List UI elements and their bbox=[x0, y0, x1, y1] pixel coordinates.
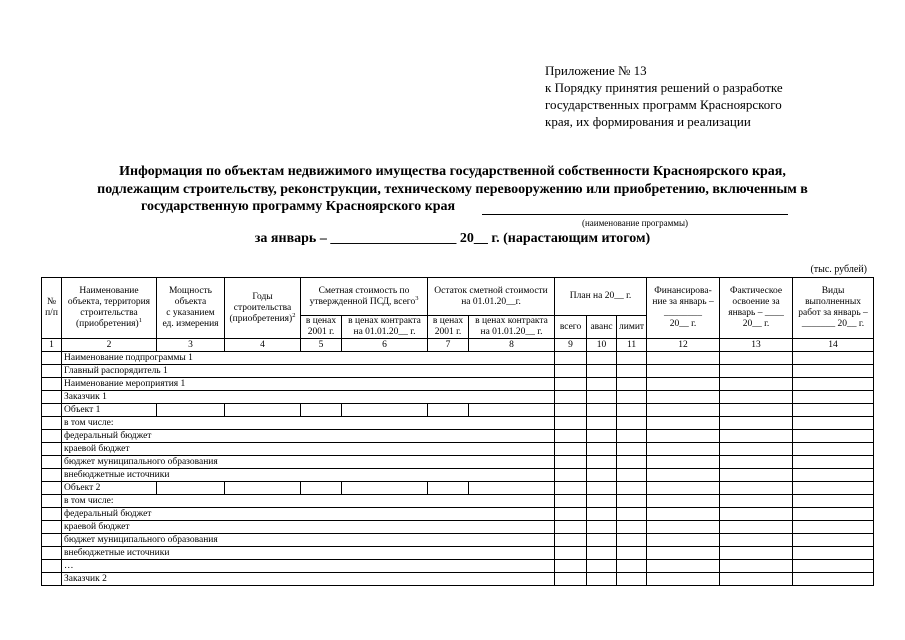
row-label-cell: краевой бюджет bbox=[62, 521, 555, 534]
table-cell bbox=[720, 391, 793, 404]
table-cell bbox=[555, 456, 587, 469]
header-plan-total: всего bbox=[555, 316, 587, 339]
header-num: № п/п bbox=[42, 278, 62, 339]
table-cell bbox=[793, 508, 874, 521]
table-cell bbox=[793, 430, 874, 443]
table-cell bbox=[793, 378, 874, 391]
column-number: 5 bbox=[301, 339, 342, 352]
table-cell bbox=[647, 560, 720, 573]
row-number-cell bbox=[42, 456, 62, 469]
table-cell bbox=[720, 417, 793, 430]
table-row bbox=[42, 521, 874, 534]
table-row bbox=[42, 352, 874, 365]
table-cell bbox=[647, 495, 720, 508]
row-label-cell: Главный распорядитель 1 bbox=[62, 365, 555, 378]
table-cell bbox=[647, 404, 720, 417]
table-cell bbox=[647, 573, 720, 586]
table-cell bbox=[617, 560, 647, 573]
table-cell bbox=[157, 404, 225, 417]
table-cell bbox=[587, 521, 617, 534]
table-row bbox=[42, 391, 874, 404]
table-cell bbox=[793, 547, 874, 560]
table-cell bbox=[587, 469, 617, 482]
column-number: 7 bbox=[428, 339, 469, 352]
table-cell bbox=[617, 469, 647, 482]
table-cell bbox=[647, 547, 720, 560]
table-cell bbox=[555, 521, 587, 534]
table-row bbox=[42, 443, 874, 456]
table-row bbox=[42, 417, 874, 430]
row-label-cell: Наименование подпрограммы 1 bbox=[62, 352, 555, 365]
row-number-cell bbox=[42, 495, 62, 508]
row-label-cell: бюджет муниципального образования bbox=[62, 456, 555, 469]
row-number-cell bbox=[42, 534, 62, 547]
row-label-cell: Объект 2 bbox=[62, 482, 157, 495]
table-cell bbox=[720, 469, 793, 482]
table-cell bbox=[793, 534, 874, 547]
row-label-cell: федеральный бюджет bbox=[62, 508, 555, 521]
table-cell bbox=[617, 521, 647, 534]
title-line-3: государственную программу Красноярского края bbox=[141, 199, 456, 214]
table-cell bbox=[555, 547, 587, 560]
column-numbers-row bbox=[42, 339, 874, 352]
header-estimated-cost: Сметная стоимость по утвержденной ПСД, всего$^3$ bbox=[301, 278, 428, 316]
appendix-line: Приложение № 13 bbox=[545, 63, 647, 78]
table-cell bbox=[555, 508, 587, 521]
table-cell bbox=[647, 352, 720, 365]
program-name-caption: (наименование программы) bbox=[581, 218, 689, 228]
table-cell bbox=[225, 482, 301, 495]
row-number-cell bbox=[42, 573, 62, 586]
row-number-cell bbox=[42, 430, 62, 443]
table-cell bbox=[587, 547, 617, 560]
table-cell bbox=[720, 352, 793, 365]
table-cell bbox=[428, 482, 469, 495]
table-cell bbox=[301, 482, 342, 495]
table-cell bbox=[647, 482, 720, 495]
row-number-cell bbox=[42, 469, 62, 482]
table-cell bbox=[647, 430, 720, 443]
table-cell bbox=[617, 508, 647, 521]
header-plan-advance: аванс bbox=[587, 316, 617, 339]
table-cell bbox=[793, 404, 874, 417]
table-cell bbox=[587, 404, 617, 417]
row-label-cell: внебюджетные источники bbox=[62, 547, 555, 560]
table-cell bbox=[720, 534, 793, 547]
header-financing: Финансирова- ние за январь – ________ 20__ г. bbox=[647, 278, 720, 339]
table-cell bbox=[617, 417, 647, 430]
column-number: 11 bbox=[617, 339, 647, 352]
table-cell bbox=[720, 456, 793, 469]
table-cell bbox=[793, 521, 874, 534]
column-number: 4 bbox=[225, 339, 301, 352]
table-body bbox=[42, 352, 874, 586]
header-cost-2001: в ценах 2001 г. bbox=[301, 316, 342, 339]
table-cell bbox=[793, 417, 874, 430]
column-number: 6 bbox=[342, 339, 428, 352]
table-cell bbox=[555, 417, 587, 430]
table-cell bbox=[793, 365, 874, 378]
row-number-cell bbox=[42, 404, 62, 417]
table-cell bbox=[555, 443, 587, 456]
table-row bbox=[42, 469, 874, 482]
objects-table-wrap bbox=[41, 277, 874, 586]
row-label-cell: Объект 1 bbox=[62, 404, 157, 417]
table-cell bbox=[720, 495, 793, 508]
header-plan: План на 20__ г. bbox=[555, 278, 647, 316]
table-row bbox=[42, 508, 874, 521]
row-label-cell: Наименование мероприятия 1 bbox=[62, 378, 555, 391]
row-label-cell: в том числе: bbox=[62, 495, 555, 508]
table-cell bbox=[720, 378, 793, 391]
table-cell bbox=[555, 430, 587, 443]
header-years: Годы строительства (приобретения)$^2$ bbox=[225, 278, 301, 339]
row-number-cell bbox=[42, 560, 62, 573]
table-cell bbox=[555, 560, 587, 573]
table-row bbox=[42, 456, 874, 469]
table-row bbox=[42, 573, 874, 586]
table-cell bbox=[720, 404, 793, 417]
table-cell bbox=[720, 547, 793, 560]
appendix-block bbox=[545, 62, 875, 130]
column-number: 13 bbox=[720, 339, 793, 352]
table-cell bbox=[555, 573, 587, 586]
table-cell bbox=[647, 365, 720, 378]
table-cell bbox=[587, 508, 617, 521]
table-cell bbox=[555, 495, 587, 508]
table-cell bbox=[793, 560, 874, 573]
table-cell bbox=[720, 573, 793, 586]
table-cell bbox=[793, 456, 874, 469]
row-label-cell: Заказчик 2 bbox=[62, 573, 555, 586]
table-cell bbox=[617, 456, 647, 469]
column-number: 3 bbox=[157, 339, 225, 352]
table-cell bbox=[587, 573, 617, 586]
header-remaining-cost: Остаток сметной стоимости на 01.01.20__г. bbox=[428, 278, 555, 316]
table-cell bbox=[647, 521, 720, 534]
table-cell bbox=[587, 430, 617, 443]
table-cell bbox=[555, 391, 587, 404]
table-cell bbox=[617, 352, 647, 365]
table-cell bbox=[720, 365, 793, 378]
table-cell bbox=[587, 482, 617, 495]
table-cell bbox=[617, 430, 647, 443]
row-label-cell: внебюджетные источники bbox=[62, 469, 555, 482]
table-cell bbox=[720, 443, 793, 456]
table-cell bbox=[555, 404, 587, 417]
table-cell bbox=[587, 391, 617, 404]
table-cell bbox=[647, 417, 720, 430]
table-cell bbox=[587, 352, 617, 365]
objects-table bbox=[41, 277, 874, 586]
table-row bbox=[42, 430, 874, 443]
units-label: (тыс. рублей) bbox=[810, 264, 867, 275]
table-cell bbox=[720, 482, 793, 495]
appendix-line: к Порядку принятия решений о разработке bbox=[545, 80, 783, 95]
table-cell bbox=[555, 352, 587, 365]
table-cell bbox=[793, 495, 874, 508]
header-rest-2001: в ценах 2001 г. bbox=[428, 316, 469, 339]
table-cell bbox=[555, 469, 587, 482]
table-cell bbox=[469, 482, 555, 495]
table-cell bbox=[617, 547, 647, 560]
table-row bbox=[42, 378, 874, 391]
column-number: 8 bbox=[469, 339, 555, 352]
table-cell bbox=[720, 430, 793, 443]
row-label-cell: бюджет муниципального образования bbox=[62, 534, 555, 547]
row-label-cell: … bbox=[62, 560, 555, 573]
program-name-blank bbox=[482, 214, 788, 215]
column-number: 2 bbox=[62, 339, 157, 352]
row-number-cell bbox=[42, 508, 62, 521]
row-number-cell bbox=[42, 482, 62, 495]
header-capacity: Мощность объекта с указанием ед. измерения bbox=[157, 278, 225, 339]
column-number: 12 bbox=[647, 339, 720, 352]
header-cost-contract: в ценах контракта на 01.01.20__ г. bbox=[342, 316, 428, 339]
table-cell bbox=[793, 391, 874, 404]
table-row bbox=[42, 547, 874, 560]
table-cell bbox=[793, 352, 874, 365]
table-cell bbox=[555, 534, 587, 547]
table-cell bbox=[647, 443, 720, 456]
table-cell bbox=[555, 365, 587, 378]
table-cell bbox=[720, 508, 793, 521]
table-cell bbox=[793, 443, 874, 456]
table-cell bbox=[617, 573, 647, 586]
table-cell bbox=[617, 534, 647, 547]
table-cell bbox=[617, 404, 647, 417]
table-cell bbox=[587, 417, 617, 430]
table-cell bbox=[587, 560, 617, 573]
table-cell bbox=[793, 482, 874, 495]
table-cell bbox=[555, 482, 587, 495]
table-cell bbox=[301, 404, 342, 417]
table-cell bbox=[647, 508, 720, 521]
table-cell bbox=[157, 482, 225, 495]
table-cell bbox=[587, 365, 617, 378]
table-cell bbox=[469, 404, 555, 417]
row-number-cell bbox=[42, 391, 62, 404]
row-label-cell: Заказчик 1 bbox=[62, 391, 555, 404]
table-cell bbox=[555, 378, 587, 391]
table-row bbox=[42, 495, 874, 508]
column-number: 1 bbox=[42, 339, 62, 352]
title-line-1: Информация по объектам недвижимого имущества государственной собственности Красноярского края, bbox=[119, 164, 786, 179]
table-cell bbox=[617, 443, 647, 456]
table-cell bbox=[587, 443, 617, 456]
header-actual-development: Фактическое освоение за январь – ____ 20__ г. bbox=[720, 278, 793, 339]
row-number-cell bbox=[42, 521, 62, 534]
table-cell bbox=[647, 456, 720, 469]
row-number-cell bbox=[42, 547, 62, 560]
table-cell bbox=[342, 404, 428, 417]
table-cell bbox=[587, 456, 617, 469]
document-title bbox=[40, 163, 865, 199]
header-rest-contract: в ценах контракта на 01.01.20__ г. bbox=[469, 316, 555, 339]
row-number-cell bbox=[42, 352, 62, 365]
column-number: 10 bbox=[587, 339, 617, 352]
row-number-cell bbox=[42, 378, 62, 391]
table-row bbox=[42, 365, 874, 378]
table-cell bbox=[793, 469, 874, 482]
table-cell bbox=[617, 391, 647, 404]
appendix-line: края, их формирования и реализации bbox=[545, 114, 751, 129]
table-cell bbox=[647, 378, 720, 391]
table-cell bbox=[617, 482, 647, 495]
row-label-cell: краевой бюджет bbox=[62, 443, 555, 456]
table-cell bbox=[587, 495, 617, 508]
header-plan-limit: лимит bbox=[617, 316, 647, 339]
table-cell bbox=[647, 534, 720, 547]
table-cell bbox=[720, 560, 793, 573]
column-number: 9 bbox=[555, 339, 587, 352]
table-cell bbox=[428, 404, 469, 417]
title-line-2: подлежащим строительству, реконструкции, техническому перевооружению или приобретению, включенным в bbox=[97, 182, 808, 197]
table-cell bbox=[587, 378, 617, 391]
table-cell bbox=[342, 482, 428, 495]
row-label-cell: в том числе: bbox=[62, 417, 555, 430]
table-cell bbox=[647, 391, 720, 404]
table-row bbox=[42, 560, 874, 573]
table-cell bbox=[225, 404, 301, 417]
table-cell bbox=[720, 521, 793, 534]
header-object-name: Наименование объекта, территория строительства (приобретения)$^1$ bbox=[62, 278, 157, 339]
table-cell bbox=[617, 378, 647, 391]
table-row bbox=[42, 404, 874, 417]
table-cell bbox=[587, 534, 617, 547]
table-row bbox=[42, 534, 874, 547]
table-cell bbox=[617, 495, 647, 508]
table-row bbox=[42, 482, 874, 495]
row-label-cell: федеральный бюджет bbox=[62, 430, 555, 443]
column-number: 14 bbox=[793, 339, 874, 352]
table-cell bbox=[647, 469, 720, 482]
period-line: за январь – __________________ 20__ г. (нарастающим итогом) bbox=[254, 231, 651, 246]
header-work-types: Виды выполненных работ за январь – _______ 20__ г. bbox=[793, 278, 874, 339]
row-number-cell bbox=[42, 365, 62, 378]
row-number-cell bbox=[42, 443, 62, 456]
table-cell bbox=[617, 365, 647, 378]
appendix-line: государственных программ Красноярского bbox=[545, 97, 782, 112]
row-number-cell bbox=[42, 417, 62, 430]
table-cell bbox=[793, 573, 874, 586]
